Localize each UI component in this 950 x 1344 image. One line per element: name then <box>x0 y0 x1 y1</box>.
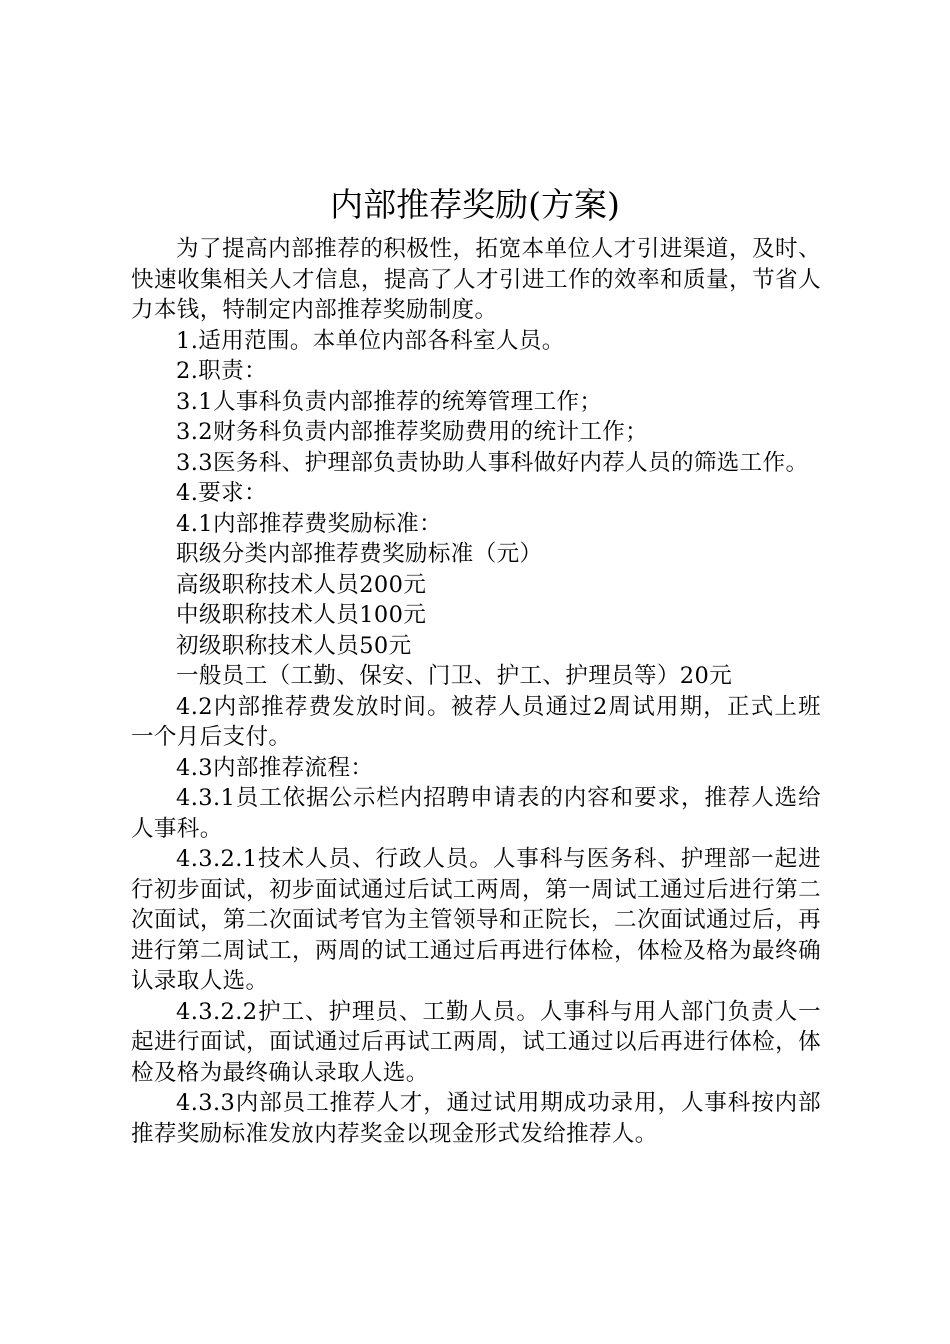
paragraph-scope: 1.适用范围。本单位内部各科室人员。 <box>176 327 565 354</box>
paragraph-reward-junior: 初级职称技术人员50元 <box>176 632 412 659</box>
paragraph-reward-table-header: 职级分类内部推荐费奖励标准（元） <box>176 541 543 567</box>
document-body <box>131 234 821 1149</box>
paragraph-intro: 为了提高内部推荐的积极性，拓宽本单位人才引进渠道，及时、快速收集相关人才信息，提高了人才引进工作的效率和质量，节省人力本钱，特制定内部推荐奖励制度。 <box>131 236 821 323</box>
paragraph-payment-time: 4.2内部推荐费发放时间。被荐人员通过2周试用期，正式上班一个月后支付。 <box>131 693 821 750</box>
paragraph-duty-3-2: 3.2财务科负责内部推荐奖励费用的统计工作； <box>176 419 649 445</box>
paragraph-process-4-3-2-2: 4.3.2.2护工、护理员、工勤人员。人事科与用人部门负责人一起进行面试，面试通过后再试工两周，试工通过以后再进行体检，体检及格为最终确认录取人选。 <box>131 998 821 1086</box>
paragraph-process-heading: 4.3内部推荐流程： <box>176 754 374 781</box>
paragraph-reward-intermediate: 中级职称技术人员100元 <box>176 602 427 628</box>
paragraph-reward-standard: 4.1内部推荐费奖励标准： <box>176 510 442 537</box>
paragraph-reward-senior: 高级职称技术人员200元 <box>176 571 427 598</box>
paragraph-duty-3-1: 3.1人事科负责内部推荐的统筹管理工作； <box>176 388 603 415</box>
paragraph-process-4-3-3: 4.3.3内部员工推荐人才，通过试用期成功录用，人事科按内部推荐奖励标准发放内荐奖金以现金形式发给推荐人。 <box>131 1090 821 1147</box>
paragraph-process-4-3-2-1: 4.3.2.1技术人员、行政人员。人事科与医务科、护理部一起进行初步面试，初步面试通过后试工两周，第一周试工通过后进行第二次面试，第二次面试考官为主管领导和正院长，二次面试通过后，再进行第二周试工，两周的试工通过后再进行体检，体检及格为最终确认录取人选。 <box>131 846 821 994</box>
document-title: 内部推荐奖励(方案) <box>330 185 620 224</box>
paragraph-requirements-heading: 4.要求： <box>176 480 267 506</box>
paragraph-duties-heading: 2.职责： <box>176 358 267 384</box>
paragraph-reward-general: 一般员工（工勤、保安、门卫、护工、护理员等）20元 <box>176 663 733 689</box>
paragraph-process-4-3-1: 4.3.1员工依据公示栏内招聘申请表的内容和要求，推荐人选给人事科。 <box>131 785 821 842</box>
paragraph-duty-3-3: 3.3医务科、护理部负责协助人事科做好内荐人员的筛选工作。 <box>176 449 809 476</box>
